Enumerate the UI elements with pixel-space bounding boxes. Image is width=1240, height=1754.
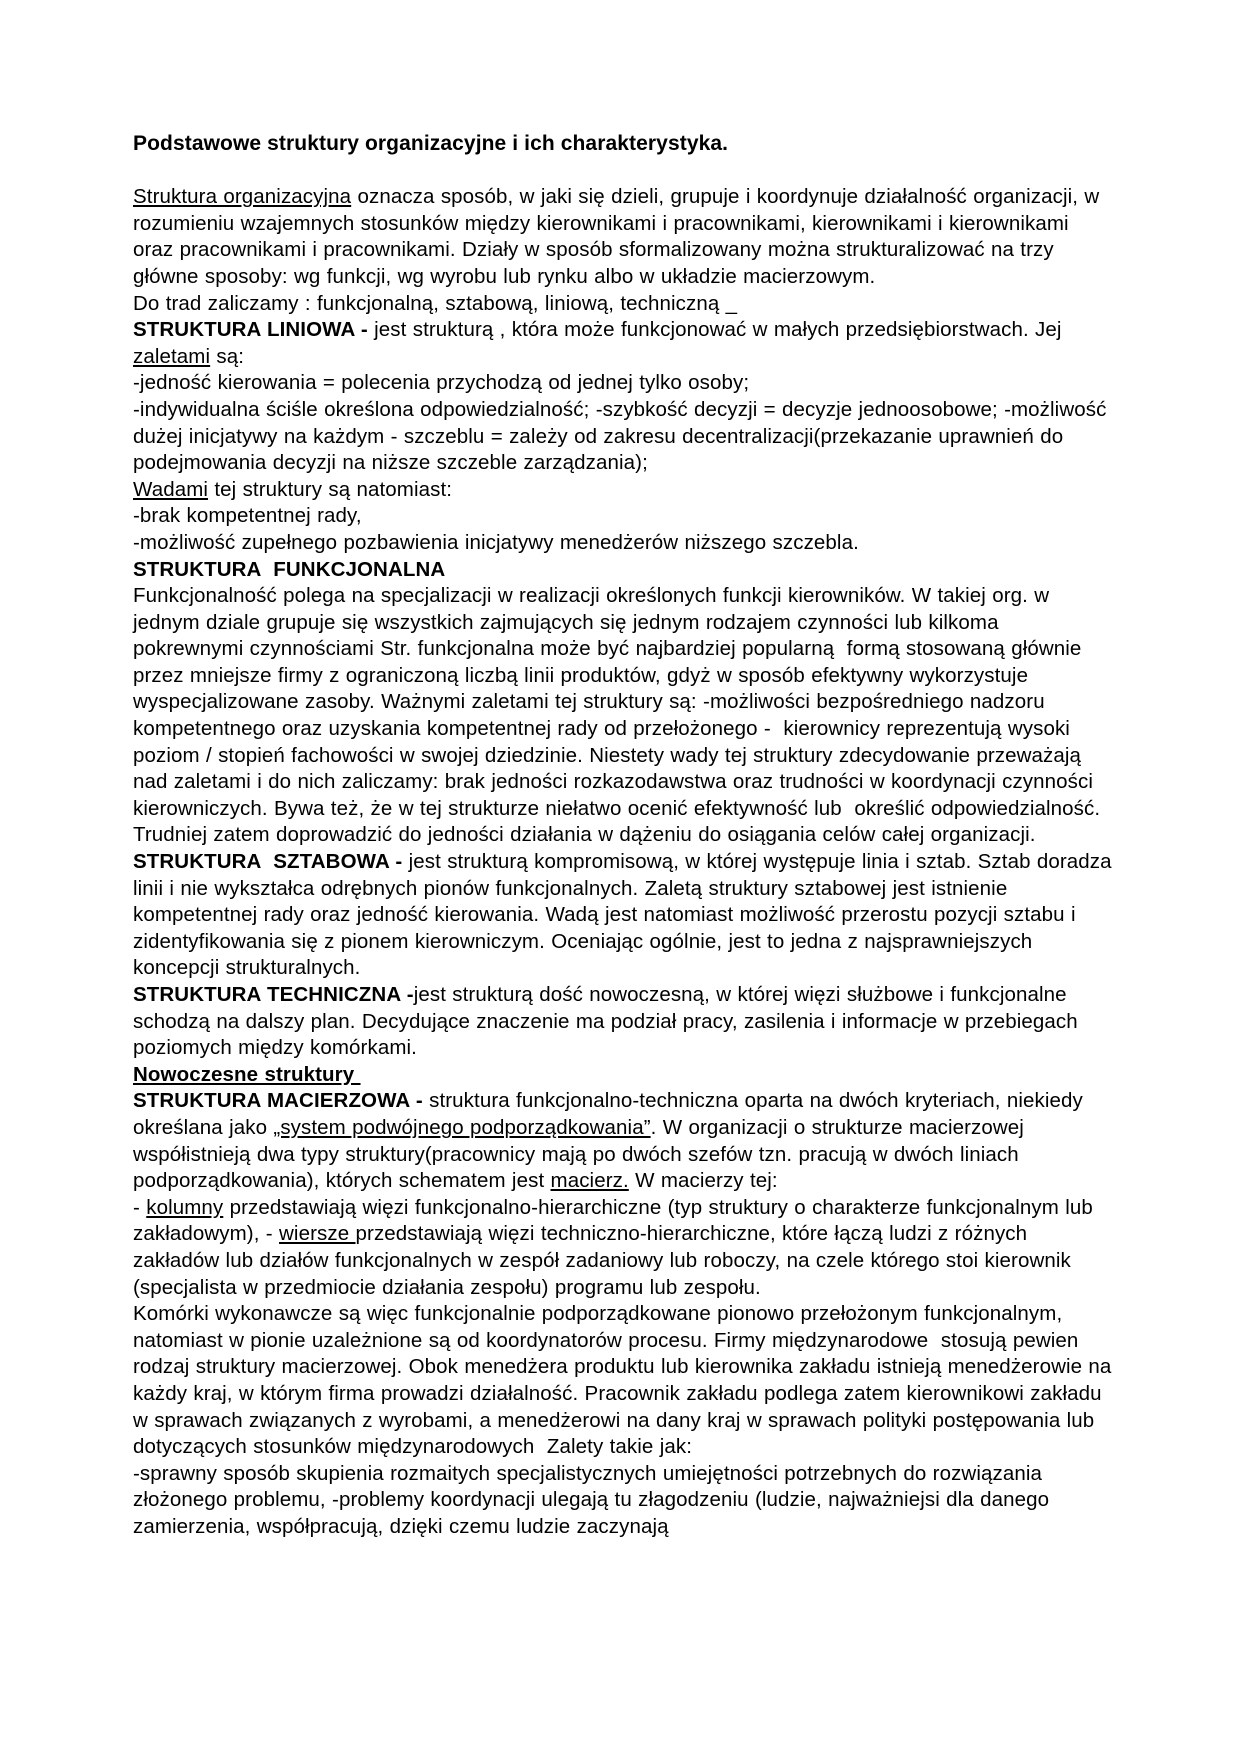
paragraph <box>133 184 1113 290</box>
blank-line <box>133 158 1113 185</box>
document-content <box>133 131 1118 1540</box>
document-title: Podstawowe struktury organizacyjne i ich charakterystyka. <box>133 132 729 155</box>
text-run: jest strukturą dość nowoczesną, w której więzi służbowe i funkcjonalne schodzą na dalszy plan. Decydujące znaczenie ma podział pracy, zasilenia i informacje w przebiegach poziomych między komórkami. <box>133 983 1085 1060</box>
text-run: struktura funkcjonalno-techniczna oparta na dwóch kryteriach, niekiedy określana jako <box>133 1089 1090 1139</box>
text-run: przedstawiają więzi techniczno-hierarchiczne, które łączą ludzi z różnych zakładów lub działów funkcjonalnych w zespół zadaniowy lub roboczy, na czele którego stoi kierownik (specjalista w przedmiocie działania zespołu) programu lub zespołu. <box>133 1222 1078 1299</box>
document-body <box>133 184 1118 1540</box>
text-run: zaletami <box>133 344 211 368</box>
paragraph <box>133 477 1113 504</box>
paragraph <box>133 397 1113 477</box>
text-run: przedstawiają więzi funkcjonalno-hierarchiczne (typ struktury o charakterze funkcjonalnym lub zakładowym), - <box>133 1195 1100 1246</box>
text-run: - <box>133 1195 147 1219</box>
paragraph <box>133 1301 1118 1461</box>
text-run: Wadami <box>133 477 209 501</box>
text-run: STRUKTURA MACIERZOWA - <box>133 1089 430 1113</box>
text-run: oznacza sposób, w jaki się dzieli, grupuje i koordynuje działalność organizacji, w rozumieniu wzajemnych stosunków między kierownikami i pracownikami, kierownikami i kierownikami oraz pracownikami i pracownikami. Działy w sposób sformalizowany można strukturalizować na trzy główne sposoby: wg funkcji, wg wyrobu lub rynku albo w układzie macierzowym. <box>133 185 1106 288</box>
text-run: Nowoczesne struktury <box>133 1062 361 1086</box>
paragraph <box>133 530 1113 557</box>
text-run: jest strukturą kompromisową, w której występuje linia i sztab. Sztab doradza linii i nie wykształca odrębnych pionów funkcjonalnych. Zaletą struktury sztabowej jest istnienie kompetentnej rady oraz jedność kierowania. Wadą jest natomiast możliwość przerostu pozycji sztabu i zidentyfikowania się z pionem kierowniczym. Oceniając ogólnie, jest to jedna z najsprawniejszych koncepcji strukturalnych. <box>133 850 1118 980</box>
text-run: -brak kompetentnej rady, <box>133 504 362 528</box>
paragraph <box>133 1088 1113 1194</box>
text-run: Funkcjonalność polega na specjalizacji w realizacji określonych funkcji kierowników. W takiej org. w jednym dziale grupuje się wszystkich zajmujących się jednym rodzajem czynności lub kilkoma pokrewnymi czynnościami Str. funkcjonalna może być najbardziej popularną formą stosowaną głównie przez mniejsze firmy z ograniczoną liczbą linii produktów, gdyż w sposób efektywny wykorzystuje wyspecjalizowane zasoby. Ważnymi zaletami tej struktury są: -możliwości bezpośredniego nadzoru kompetentnego oraz uzyskania kompetentnej rady od przełożonego - kierownicy reprezentują wysoki poziom / stopień fachowości w swojej dziedzinie. Niestety wady tej struktury zdecydowanie przeważają nad zaletami i do nich zaliczamy: brak jedności rozkazodawstwa oraz trudności w koordynacji czynności kierowniczych. Bywa też, że w tej strukturze niełatwo ocenić efektywność lub określić odpowiedzialność. Trudniej zatem doprowadzić do jedności działania w dążeniu do osiągania celów całej organizacji. <box>133 584 1107 847</box>
paragraph <box>133 1195 1113 1301</box>
text-run: są: <box>210 344 245 368</box>
text-run: -możliwość zupełnego pozbawienia inicjatywy menedżerów niższego szczebla. <box>133 530 859 554</box>
text-run: „system podwójnego podporządkowania” <box>273 1115 651 1139</box>
text-run: tej struktury są natomiast: <box>208 477 453 501</box>
text-run: Komórki wykonawcze są więc funkcjonalnie podporządkowane pionowo przełożonym funkcjonalnym, natomiast w pionie uzależnione są od koordynatorów procesu. Firmy międzynarodowe stosują pewien rodzaj struktury macierzowej. Obok menedżera produktu lub kierownika zakładu istnieją menedżerowie na każdy kraj, w którym firma prowadzi działalność. Pracownik zakładu podlega zatem kierownikowi zakładu w sprawach związanych z wyrobami, a menedżerowi na dany kraj w sprawach polityki postępowania lub dotyczących stosunków międzynarodowych Zalety takie jak: <box>133 1302 1118 1459</box>
text-run: Struktura organizacyjna <box>133 185 352 209</box>
paragraph <box>133 317 1113 370</box>
text-run: wiersze <box>279 1222 356 1246</box>
text-run: kolumny <box>146 1195 224 1219</box>
paragraph <box>133 370 1113 397</box>
text-run: -jedność kierowania = polecenia przychodzą od jednej tylko osoby; <box>133 371 750 395</box>
text-run: STRUKTURA LINIOWA - <box>133 318 375 342</box>
paragraph <box>133 583 1113 849</box>
text-run: -indywidualna ściśle określona odpowiedzialność; -szybkość decyzji = decyzje jednoosobowe; -możliwość dużej inicjatywy na każdym - szczeblu = zależy od zakresu decentralizacji(przekazanie uprawnień do podejmowania decyzji na niższe szczeble zarządzania); <box>133 397 1113 475</box>
text-run: Do trad zaliczamy : funkcjonalną, sztabową, liniową, techniczną _ <box>133 291 738 315</box>
paragraph <box>133 291 1113 318</box>
text-run: STRUKTURA SZTABOWA - <box>133 850 409 874</box>
paragraph <box>133 1062 1113 1089</box>
paragraph <box>133 1461 1113 1541</box>
text-run: jest strukturą , która może funkcjonować w małych przedsiębiorstwach. Jej <box>374 318 1068 342</box>
text-run: . W organizacji o strukturze macierzowej współistnieją dwa typy struktury(pracownicy mają po dwóch szefów tzn. pracują w dwóch liniach podporządkowania), których schematem jest <box>133 1115 1031 1193</box>
paragraph <box>133 557 1113 584</box>
text-run: macierz. <box>550 1169 629 1193</box>
paragraph <box>133 849 1118 982</box>
text-run: W macierzy tej: <box>628 1169 778 1193</box>
text-run: -sprawny sposób skupienia rozmaitych specjalistycznych umiejętności potrzebnych do rozwiązania złożonego problemu, -problemy koordynacji ulegają tu złagodzeniu (ludzie, najważniejsi dla danego zamierzenia, współpracują, dzięki czemu ludzie zaczynają <box>133 1461 1056 1538</box>
text-run: STRUKTURA TECHNICZNA - <box>133 983 414 1006</box>
paragraph <box>133 982 1113 1062</box>
paragraph <box>133 503 1113 530</box>
text-run: STRUKTURA FUNKCJONALNA <box>133 557 446 581</box>
